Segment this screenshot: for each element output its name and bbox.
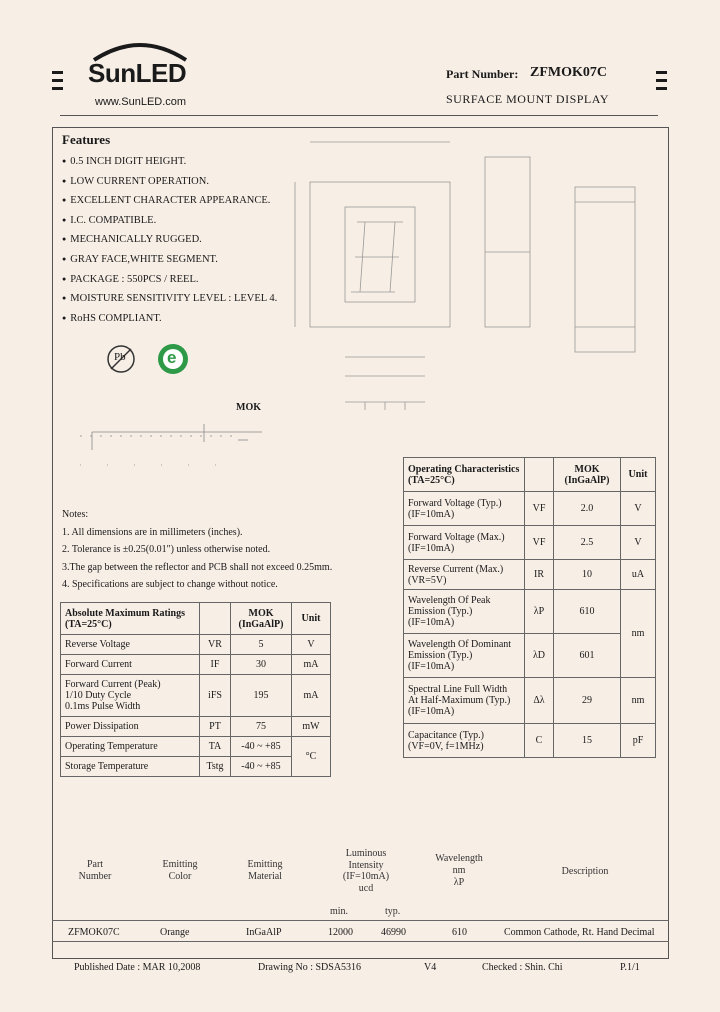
param-name: Reverse Voltage bbox=[61, 635, 200, 655]
package-dimension-drawing bbox=[285, 132, 665, 372]
selection-divider-bottom bbox=[52, 941, 669, 942]
char-cond: (VF=0V, f=1MHz) bbox=[408, 740, 484, 752]
char-value: 601 bbox=[554, 634, 621, 678]
footer-page: P.1/1 bbox=[620, 962, 640, 973]
brand-url[interactable]: www.SunLED.com bbox=[95, 96, 187, 108]
abs-max-cond: (TA=25°C) bbox=[65, 618, 112, 630]
sel-header-min: min. bbox=[330, 906, 349, 917]
char-cond: (IF=10mA) bbox=[408, 617, 455, 628]
char-name-cell bbox=[404, 590, 525, 634]
feature-item: ● GRAY FACE,WHITE SEGMENT. bbox=[62, 250, 277, 270]
sel-header-material bbox=[230, 859, 300, 883]
sel-header-part-line2: Number bbox=[78, 871, 112, 882]
param-symbol: Tstg bbox=[200, 757, 231, 777]
decor-bar bbox=[52, 87, 63, 90]
sel-header-lum-line4: ucd bbox=[358, 882, 374, 894]
op-char-sym-header bbox=[525, 458, 554, 492]
sel-header-part bbox=[60, 859, 130, 883]
feature-item: ● MECHANICALLY RUGGED. bbox=[62, 230, 277, 250]
table-row bbox=[61, 655, 331, 675]
abs-max-title: Absolute Maximum Ratings bbox=[65, 607, 186, 619]
param-value: 195 bbox=[231, 675, 292, 717]
doc-subtitle: SURFACE MOUNT DISPLAY bbox=[446, 92, 609, 106]
notes-title: Notes: bbox=[62, 509, 89, 520]
table-row bbox=[404, 526, 656, 560]
param-name: Forward Current bbox=[61, 655, 200, 675]
char-name: Forward Voltage (Typ.) bbox=[408, 497, 502, 509]
sel-header-lum-line3: (IF=10mA) bbox=[342, 871, 390, 882]
char-name-line2: At Half-Maximum (Typ.) bbox=[408, 695, 511, 706]
footer-checked: Checked : Shin. Chi bbox=[482, 962, 563, 973]
param-unit: mA bbox=[292, 675, 331, 717]
feature-item: ● 0.5 INCH DIGIT HEIGHT. bbox=[62, 152, 277, 172]
char-name-cell bbox=[404, 526, 525, 560]
param-unit: mW bbox=[292, 717, 331, 737]
abs-max-sym-header bbox=[200, 603, 231, 635]
char-name: Forward Voltage (Max.) bbox=[408, 531, 505, 543]
char-symbol: Δλ bbox=[525, 678, 554, 724]
side-view-drawing bbox=[345, 372, 435, 412]
table-row bbox=[404, 678, 656, 724]
char-symbol: C bbox=[525, 724, 554, 758]
table-row bbox=[404, 724, 656, 758]
param-name: Storage Temperature bbox=[61, 757, 200, 777]
char-cond: (IF=10mA) bbox=[408, 542, 455, 554]
char-cond: (VR=5V) bbox=[408, 574, 447, 586]
sel-header-wavelength bbox=[425, 853, 493, 889]
char-value: 10 bbox=[554, 560, 621, 590]
char-name: Spectral Line Full Width bbox=[408, 684, 508, 695]
param-name-cell bbox=[61, 675, 200, 717]
sel-header-material-line2: Material bbox=[248, 871, 282, 882]
footer-version: V4 bbox=[424, 962, 437, 973]
char-symbol: λP bbox=[525, 590, 554, 634]
pb-free-badge bbox=[106, 344, 136, 374]
char-name-cell bbox=[404, 492, 525, 526]
note-item: 1. All dimensions are in millimeters (inches). bbox=[62, 526, 243, 538]
abs-max-part: MOK bbox=[248, 607, 274, 619]
notes-list bbox=[62, 506, 332, 594]
footer-published: Published Date : MAR 10,2008 bbox=[74, 962, 201, 973]
char-name-cell bbox=[404, 678, 525, 724]
char-symbol: VF bbox=[525, 492, 554, 526]
char-value: 15 bbox=[554, 724, 621, 758]
char-unit: pF bbox=[621, 724, 656, 758]
char-cond: (IF=10mA) bbox=[408, 508, 455, 520]
sel-header-lum-line1: Luminous bbox=[345, 848, 387, 859]
param-name-line3: 0.1ms Pulse Width bbox=[65, 701, 141, 712]
param-symbol: TA bbox=[200, 737, 231, 757]
char-value: 2.0 bbox=[554, 492, 621, 526]
char-name: Reverse Current (Max.) bbox=[408, 563, 504, 575]
table-row bbox=[404, 560, 656, 590]
note-item: 4. Specifications are subject to change without notice. bbox=[62, 579, 278, 590]
rohs-badge bbox=[156, 342, 190, 376]
decor-bar bbox=[52, 71, 63, 74]
op-char-part: MOK bbox=[574, 463, 600, 475]
feature-item: ● PACKAGE : 550PCS / REEL. bbox=[62, 270, 277, 290]
char-cond: (IF=10mA) bbox=[408, 706, 455, 717]
param-unit: V bbox=[292, 635, 331, 655]
char-unit: nm bbox=[621, 590, 656, 678]
sel-description: Common Cathode, Rt. Hand Decimal bbox=[504, 927, 655, 938]
param-value: 30 bbox=[231, 655, 292, 675]
char-name-cell bbox=[404, 634, 525, 678]
decor-bar bbox=[656, 71, 667, 74]
char-name-cell bbox=[404, 724, 525, 758]
sel-header-color-line1: Emitting bbox=[162, 859, 198, 870]
char-cond: (IF=10mA) bbox=[408, 661, 455, 672]
note-item: 3.The gap between the reflector and PCB shall not exceed 0.25mm. bbox=[62, 561, 333, 573]
feature-item: ● RoHS COMPLIANT. bbox=[62, 309, 277, 329]
param-value: 75 bbox=[231, 717, 292, 737]
sel-material: InGaAlP bbox=[246, 927, 282, 938]
sel-header-wl-line3: λP bbox=[453, 877, 465, 888]
param-symbol: VR bbox=[200, 635, 231, 655]
char-symbol: VF bbox=[525, 526, 554, 560]
param-unit: mA bbox=[292, 655, 331, 675]
char-name: Wavelength Of Peak bbox=[408, 595, 491, 606]
param-value: 5 bbox=[231, 635, 292, 655]
features-title: Features bbox=[62, 132, 111, 147]
part-number: ZFMOK07C bbox=[530, 65, 607, 80]
op-char-unit-header: Unit bbox=[621, 458, 656, 492]
table-row bbox=[404, 634, 656, 678]
operating-characteristics-table bbox=[403, 457, 656, 758]
table-row bbox=[61, 675, 331, 717]
char-symbol: λD bbox=[525, 634, 554, 678]
char-unit: uA bbox=[621, 560, 656, 590]
param-symbol: IF bbox=[200, 655, 231, 675]
sel-part: ZFMOK07C bbox=[68, 927, 120, 938]
decor-bar bbox=[656, 87, 667, 90]
char-value: 29 bbox=[554, 678, 621, 724]
decor-bar bbox=[656, 79, 667, 82]
selection-divider-top bbox=[52, 920, 669, 921]
op-char-title: Operating Characteristics bbox=[408, 463, 520, 475]
sel-header-luminous bbox=[330, 848, 402, 894]
char-name-line2: Emission (Typ.) bbox=[408, 606, 473, 617]
note-item: 2. Tolerance is ±0.25(0.01") unless otherwise noted. bbox=[62, 544, 271, 555]
char-symbol: IR bbox=[525, 560, 554, 590]
feature-item: ● I.C. COMPATIBLE. bbox=[62, 211, 277, 231]
param-value: -40 ~ +85 bbox=[231, 757, 292, 777]
param-value: -40 ~ +85 bbox=[231, 737, 292, 757]
table-row bbox=[404, 590, 656, 634]
sel-header-description: Description bbox=[561, 866, 609, 877]
rohs-e-label: e bbox=[167, 348, 177, 367]
sel-header-typ: typ. bbox=[385, 906, 401, 917]
sel-color: Orange bbox=[160, 927, 190, 938]
header-divider bbox=[60, 115, 658, 116]
char-name-line2: Emission (Typ.) bbox=[408, 650, 473, 661]
sel-min: 12000 bbox=[328, 927, 353, 938]
param-name-line2: 1/10 Duty Cycle bbox=[65, 690, 132, 701]
sel-header-wl-line2: nm bbox=[452, 865, 466, 876]
decor-bar bbox=[52, 79, 63, 82]
char-value: 2.5 bbox=[554, 526, 621, 560]
sel-header-wl-line1: Wavelength bbox=[435, 853, 483, 864]
absolute-max-ratings-table bbox=[60, 602, 331, 777]
circuit-diagram bbox=[62, 410, 272, 480]
param-unit: °C bbox=[292, 737, 331, 777]
sel-header-color-line2: Color bbox=[168, 871, 192, 882]
op-char-cond: (TA=25°C) bbox=[408, 474, 455, 486]
param-name: Power Dissipation bbox=[61, 717, 200, 737]
sel-wavelength: 610 bbox=[452, 927, 467, 938]
char-unit: nm bbox=[621, 678, 656, 724]
sel-header-material-line1: Emitting bbox=[247, 859, 283, 870]
char-value: 610 bbox=[554, 590, 621, 634]
features-list bbox=[62, 152, 277, 328]
abs-max-material: (InGaAlP) bbox=[238, 618, 284, 630]
char-name: Wavelength Of Dominant bbox=[408, 639, 512, 650]
param-name: Forward Current (Peak) bbox=[65, 679, 161, 690]
op-char-title-cell bbox=[404, 458, 525, 492]
sel-header-lum-line2: Intensity bbox=[348, 859, 384, 871]
feature-item: ● MOISTURE SENSITIVITY LEVEL : LEVEL 4. bbox=[62, 289, 277, 309]
circuit-label: MOK bbox=[236, 402, 261, 413]
sel-header-color bbox=[145, 859, 215, 883]
sel-typ: 46990 bbox=[381, 927, 406, 938]
feature-item: ● LOW CURRENT OPERATION. bbox=[62, 172, 277, 192]
table-row bbox=[404, 492, 656, 526]
char-unit: V bbox=[621, 492, 656, 526]
table-row bbox=[61, 717, 331, 737]
table-row bbox=[61, 737, 331, 757]
pb-label: Pb bbox=[114, 351, 126, 363]
abs-max-part-header bbox=[231, 603, 292, 635]
param-symbol: iFS bbox=[200, 675, 231, 717]
op-char-part-header bbox=[554, 458, 621, 492]
footer-drawing: Drawing No : SDSA5316 bbox=[258, 962, 362, 973]
abs-max-unit-header: Unit bbox=[292, 603, 331, 635]
char-name: Capacitance (Typ.) bbox=[408, 729, 484, 741]
table-row bbox=[61, 757, 331, 777]
char-unit: V bbox=[621, 526, 656, 560]
table-row bbox=[61, 635, 331, 655]
char-name-cell bbox=[404, 560, 525, 590]
param-name: Operating Temperature bbox=[61, 737, 200, 757]
op-char-material: (InGaAlP) bbox=[564, 474, 610, 486]
feature-item: ● EXCELLENT CHARACTER APPEARANCE. bbox=[62, 191, 277, 211]
param-symbol: PT bbox=[200, 717, 231, 737]
abs-max-title-cell bbox=[61, 603, 200, 635]
sel-header-part-line1: Part bbox=[86, 859, 104, 870]
brand-logo: SunLED bbox=[88, 58, 187, 88]
part-number-label: Part Number: bbox=[446, 67, 519, 81]
